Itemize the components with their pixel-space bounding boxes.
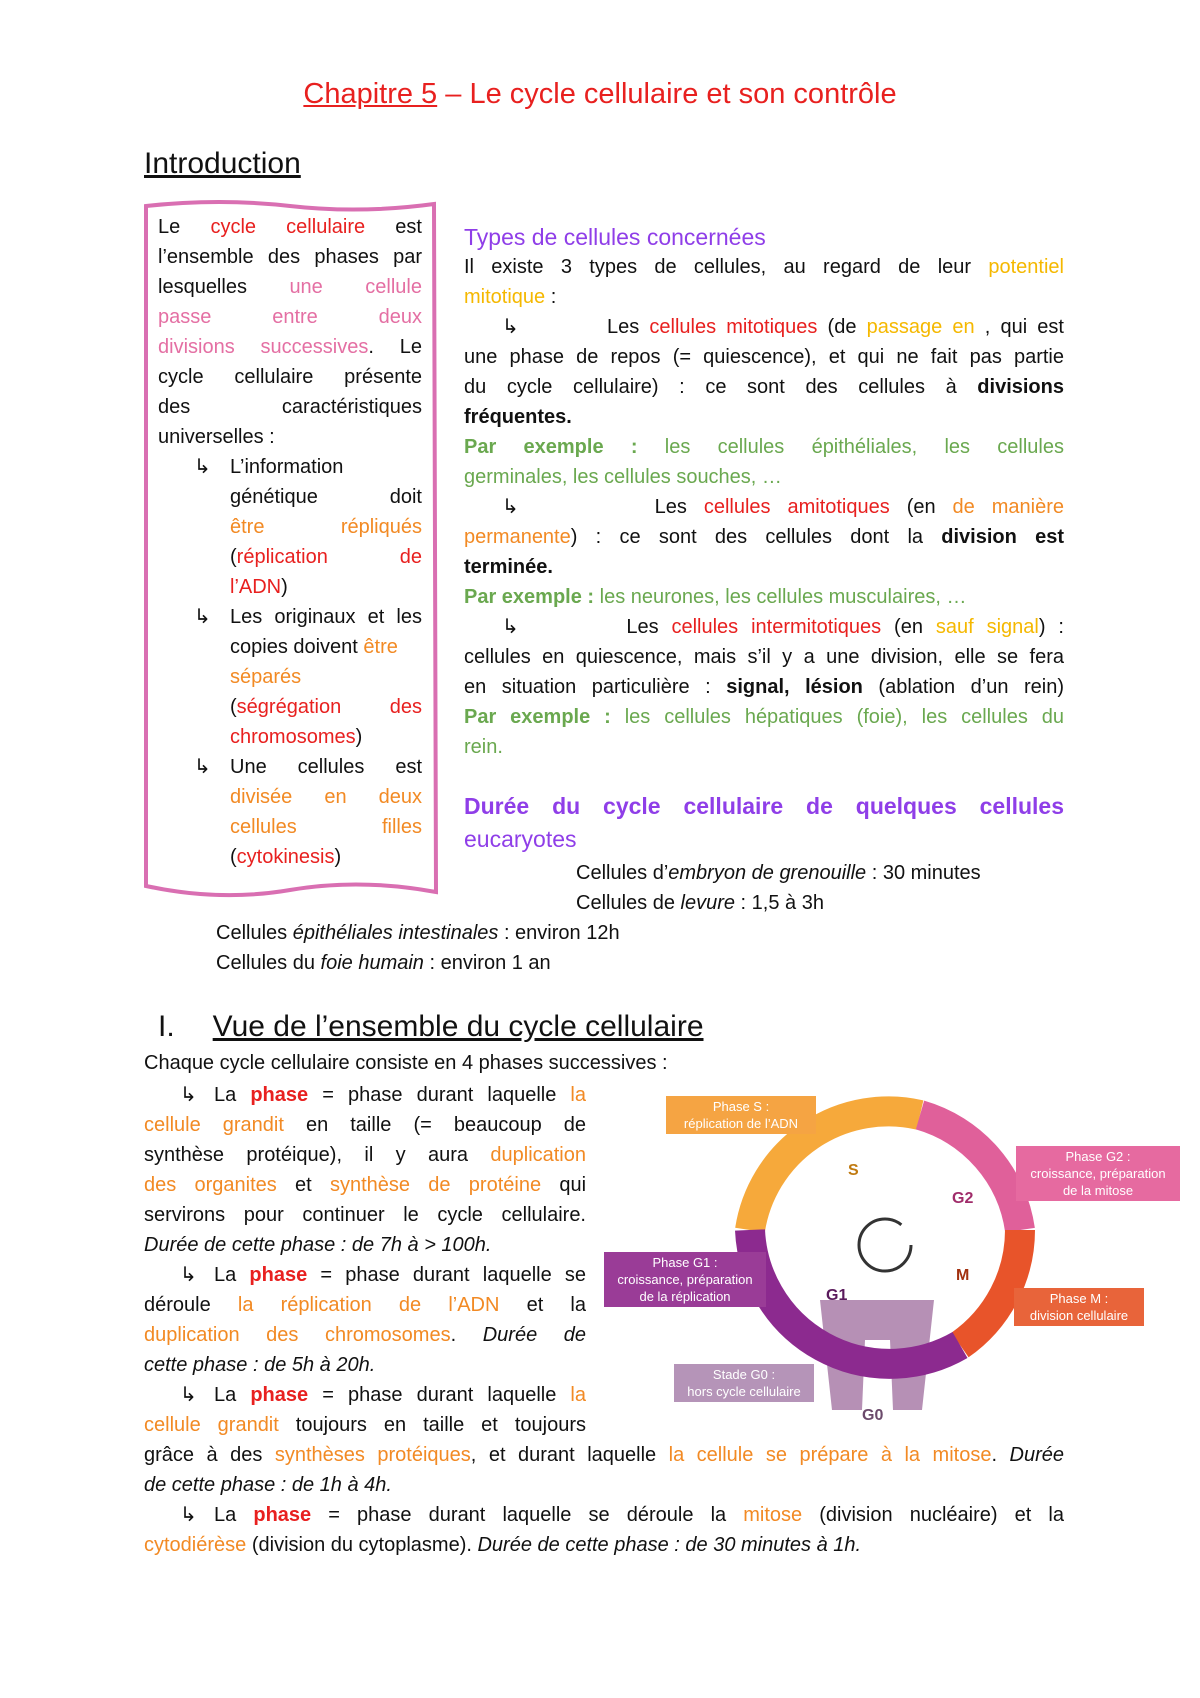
intro-line-8: universelles :	[158, 426, 275, 448]
term: levure	[680, 892, 735, 914]
bullet-term: cytokinesis	[236, 846, 335, 868]
section1-lead: Chaque cycle cellulaire consiste en 4 phases successives :	[144, 1052, 668, 1074]
paren: (	[230, 846, 237, 868]
text: synthèse protéique), il y aura	[144, 1144, 491, 1166]
term: permanente	[464, 526, 571, 548]
arrow-icon: ↳	[502, 616, 519, 638]
ring-label-s: S	[848, 1162, 859, 1179]
text: Cellules de	[576, 892, 681, 914]
intro-line-3	[158, 272, 422, 302]
term: la cellule se prépare à la mitose	[668, 1444, 992, 1466]
text: (division du cytoplasme).	[246, 1534, 478, 1556]
bullet-term: être répliqués	[230, 516, 422, 538]
arrow-icon: ↳	[180, 1384, 197, 1406]
bullet-text	[230, 572, 422, 602]
ring-m-segment	[960, 1230, 1020, 1345]
intro-text: est	[365, 216, 422, 238]
cycle-arrow-icon	[859, 1219, 911, 1271]
text: La	[214, 1264, 250, 1286]
intro-box	[158, 212, 422, 872]
text: = phase durant laquelle se déroule la	[311, 1504, 744, 1526]
label-desc: hors cycle cellulaire	[687, 1384, 801, 1399]
bullet-text: copies doivent	[230, 636, 364, 658]
term: duplication des chromosomes	[144, 1324, 451, 1346]
amitotic-line-2	[464, 522, 1064, 552]
line	[144, 1380, 586, 1410]
label-desc: croissance, préparation	[1030, 1166, 1166, 1181]
term: cellule grandit	[144, 1414, 279, 1436]
term: duplication	[490, 1144, 586, 1166]
intro-term: une cellule	[289, 276, 422, 298]
bullet-term: l’ADN	[230, 576, 282, 598]
label-title: Phase M :	[1049, 1291, 1109, 1306]
label-phase-s	[666, 1096, 816, 1134]
text: Cellules d’	[576, 862, 669, 884]
intermitotic-line-3	[464, 672, 1064, 702]
text: et la	[499, 1294, 586, 1316]
paren: )	[334, 846, 342, 868]
term: synthèse de protéine	[329, 1174, 542, 1196]
text: :	[545, 286, 557, 308]
duree-item	[0, 888, 1200, 918]
bullet-text	[230, 632, 422, 662]
example-3a	[464, 702, 1064, 732]
section-title: Vue de l’ensemble du cycle cellulaire	[212, 1010, 704, 1043]
example-3b: rein.	[464, 736, 503, 758]
term: phase	[250, 1384, 309, 1406]
line	[144, 1500, 1064, 1530]
amitotic-line-1	[464, 492, 1064, 522]
intro-text: lesquelles	[158, 276, 290, 298]
label-phase-g2	[1016, 1146, 1180, 1201]
arrow-icon: ↳	[194, 756, 211, 778]
amitotic-line-3: terminée.	[464, 556, 553, 578]
arrow-icon: ↳	[194, 606, 211, 628]
mitotic-line-3	[464, 372, 1064, 402]
text: .	[991, 1444, 1010, 1466]
page-title	[0, 78, 1200, 111]
section-number: I.	[158, 1010, 175, 1043]
mitotic-line-1	[464, 312, 1064, 342]
text: et	[276, 1174, 330, 1196]
duree-text	[216, 918, 620, 948]
term: mitose	[743, 1504, 803, 1526]
bullet-term: divisée en deux	[230, 786, 422, 808]
label-desc: de la réplication	[639, 1289, 731, 1304]
example-2	[464, 582, 1064, 612]
label-title: Stade G0 :	[712, 1367, 776, 1382]
intro-line-7: des caractéristiques	[158, 396, 422, 418]
term: épithéliales intestinales	[292, 922, 499, 944]
text: ) : ce sont des cellules dont la	[570, 526, 942, 548]
term: mitotique	[464, 286, 546, 308]
label-title: Phase G1 :	[652, 1255, 718, 1270]
term: phase	[253, 1504, 312, 1526]
bullet-text	[230, 722, 422, 752]
section1-heading	[158, 1010, 704, 1044]
text: .	[450, 1324, 483, 1346]
text: grâce à des	[144, 1444, 275, 1466]
phase-g1-text	[144, 1080, 586, 1440]
term: la	[570, 1084, 586, 1106]
text: (ablation d’un rein)	[862, 676, 1065, 698]
text: Durée de cette phase : de 30 minutes à 1h.	[477, 1534, 862, 1556]
term: des organites	[144, 1174, 277, 1196]
text: : 30 minutes	[866, 862, 981, 884]
text: : environ 12h	[498, 922, 620, 944]
title-dash: –	[437, 78, 470, 110]
line: cette phase : de 5h à 20h.	[144, 1354, 376, 1376]
types-intro-1	[464, 252, 1064, 282]
label-phase-g1	[604, 1252, 766, 1307]
term: cellules mitotiques	[649, 316, 818, 338]
term: cytodiérèse	[144, 1534, 247, 1556]
duree-list	[0, 858, 1200, 978]
intro-text: . Le	[368, 336, 422, 358]
intro-line-1	[158, 212, 422, 242]
arrow-icon: ↳	[180, 1504, 197, 1526]
bullet-term: être	[363, 636, 398, 658]
bullet-text	[230, 692, 422, 722]
text: (en	[889, 496, 953, 518]
term: phase	[249, 1264, 308, 1286]
intro-line-5	[158, 332, 422, 362]
paren: )	[355, 726, 363, 748]
paren: (	[230, 546, 237, 568]
term: la réplication de l’ADN	[237, 1294, 500, 1316]
ring-label-g1: G1	[826, 1287, 848, 1304]
text: qui	[541, 1174, 587, 1196]
mitotic-line-2: une phase de repos (= quiescence), et qui ne fait pas partie	[464, 346, 1064, 368]
term: potentiel	[988, 256, 1064, 278]
duree-heading-line-2: eucaryotes	[464, 826, 577, 852]
bullet-term: séparés	[230, 666, 302, 688]
example-text: les cellules hépatiques (foie), les cellules du	[610, 706, 1064, 728]
intro-line-4: passe entre deux	[158, 306, 422, 328]
arrow-icon: ↳	[180, 1264, 197, 1286]
intermitotic-line-2: cellules en quiescence, mais s’il y a une division, elle se fera	[464, 646, 1064, 668]
bullet-term: chromosomes	[230, 726, 356, 748]
line	[144, 1260, 586, 1290]
text: déroule	[144, 1294, 238, 1316]
text: (division nucléaire) et la	[802, 1504, 1065, 1526]
example-text: les cellules épithéliales, les cellules	[637, 436, 1064, 458]
intro-term: cycle cellulaire	[210, 216, 366, 238]
label-phase-m	[1014, 1288, 1144, 1326]
duree-item	[0, 918, 1200, 948]
bullet-text: L’information	[230, 456, 344, 478]
text: = phase durant laquelle	[308, 1084, 571, 1106]
title-rest: Le cycle cellulaire et son contrôle	[469, 78, 897, 110]
term: cellules amitotiques	[703, 496, 890, 518]
bullet-text: Une cellules est	[230, 756, 422, 778]
term: passage en	[866, 316, 975, 338]
term: la	[570, 1384, 586, 1406]
text: La	[214, 1504, 254, 1526]
title-chapter: Chapitre 5	[303, 78, 438, 110]
label-desc: de la mitose	[1062, 1183, 1134, 1198]
bullet-text	[230, 542, 422, 572]
text: : 1,5 à 3h	[735, 892, 824, 914]
term: signal, lésion	[726, 676, 863, 698]
example-label: Par exemple :	[464, 706, 611, 728]
types-intro-2	[464, 282, 1064, 312]
text: Cellules	[216, 922, 293, 944]
line: de cette phase : de 1h à 4h.	[144, 1474, 392, 1496]
text: , qui est	[974, 316, 1064, 338]
paren: )	[281, 576, 288, 598]
types-section	[464, 222, 1064, 762]
example-text: les neurones, les cellules musculaires, …	[594, 586, 967, 608]
example-label: Par exemple :	[464, 586, 595, 608]
arrow-icon: ↳	[194, 456, 211, 478]
term: phase	[250, 1084, 309, 1106]
term: foie humain	[320, 952, 424, 974]
label-stade-g0	[674, 1364, 814, 1402]
text: ) :	[1038, 616, 1064, 638]
text: du cycle cellulaire) : ce sont des cellules à	[464, 376, 978, 398]
mitotic-line-4: fréquentes.	[464, 406, 572, 428]
label-desc: division cellulaire	[1029, 1308, 1129, 1323]
arrow-icon: ↳	[502, 316, 519, 338]
text: toujours en taille et toujours	[278, 1414, 586, 1436]
text: Les	[654, 496, 704, 518]
example-1a	[464, 432, 1064, 462]
ring-label-g2: G2	[952, 1190, 974, 1207]
intro-bullet-2	[158, 602, 422, 752]
line	[144, 1110, 586, 1140]
phase-g2-text-tail	[144, 1440, 1064, 1560]
text: , et durant laquelle	[470, 1444, 669, 1466]
text: : environ 1 an	[423, 952, 551, 974]
label-title: Phase S :	[712, 1099, 770, 1114]
intro-line-6: cycle cellulaire présente	[158, 366, 422, 388]
line	[144, 1170, 586, 1200]
bullet-term: ségrégation des	[236, 696, 422, 718]
line	[144, 1440, 1064, 1470]
bullet-text: Les originaux et les	[230, 606, 422, 628]
term: sauf signal	[935, 616, 1039, 638]
types-heading: Types de cellules concernées	[464, 224, 766, 250]
duree-text	[576, 858, 981, 888]
text: La	[214, 1384, 251, 1406]
line	[144, 1320, 586, 1350]
line	[144, 1530, 1064, 1560]
ring-label-m: M	[956, 1267, 970, 1284]
text: Cellules du	[216, 952, 321, 974]
line	[144, 1290, 586, 1320]
label-title: Phase G2 :	[1065, 1149, 1131, 1164]
text: Il existe 3 types de cellules, au regard de leur	[464, 256, 989, 278]
label-desc: croissance, préparation	[617, 1272, 753, 1287]
ring-g2-segment	[920, 1115, 1020, 1230]
text: = phase durant laquelle	[308, 1384, 571, 1406]
duree-text	[216, 948, 551, 978]
intro-bullet-1	[158, 452, 422, 602]
duree-heading	[464, 790, 1064, 856]
intermitotic-line-1	[464, 612, 1064, 642]
bullet-term: réplication de	[236, 546, 422, 568]
bullet-text: génétique doit	[230, 486, 422, 508]
text: Les	[607, 316, 650, 338]
intro-line-2: l’ensemble des phases par	[158, 246, 422, 268]
line: Durée de cette phase : de 7h à > 100h.	[144, 1234, 492, 1256]
term: de manière	[952, 496, 1064, 518]
intro-bullet-3	[158, 752, 422, 872]
term: cellules intermitotiques	[671, 616, 882, 638]
intro-heading: Introduction	[144, 147, 301, 180]
text: en taille (= beaucoup de	[283, 1114, 586, 1136]
label-desc: réplication de l’ADN	[683, 1116, 799, 1131]
line: servirons pour continuer le cycle cellulaire.	[144, 1204, 586, 1226]
intro-term: divisions successives	[158, 336, 369, 358]
text: La	[214, 1084, 251, 1106]
text: en situation particulière :	[464, 676, 727, 698]
term: synthèses protéiques	[274, 1444, 471, 1466]
text: Durée	[1009, 1444, 1064, 1466]
term: embryon de grenouille	[668, 862, 867, 884]
duree-item	[0, 858, 1200, 888]
text: Les	[626, 616, 672, 638]
text: = phase durant laquelle se	[307, 1264, 587, 1286]
duree-text	[576, 888, 824, 918]
bullet-term: cellules filles	[230, 816, 422, 838]
example-label: Par exemple :	[464, 436, 638, 458]
paren: (	[230, 696, 237, 718]
arrow-icon: ↳	[180, 1084, 197, 1106]
duree-item	[0, 948, 1200, 978]
text: (en	[881, 616, 936, 638]
term: divisions	[977, 376, 1064, 398]
duree-heading-line-1: Durée du cycle cellulaire de quelques cellules	[464, 793, 1064, 819]
ring-label-g0: G0	[862, 1407, 884, 1424]
arrow-icon: ↳	[502, 496, 519, 518]
term: cellule grandit	[144, 1114, 284, 1136]
line	[144, 1140, 586, 1170]
intro-text: Le	[158, 216, 211, 238]
term: division est	[941, 526, 1064, 548]
line	[144, 1410, 586, 1440]
line	[144, 1080, 586, 1110]
text: Durée de	[482, 1324, 586, 1346]
text: (de	[817, 316, 867, 338]
example-1b: germinales, les cellules souches, …	[464, 466, 782, 488]
